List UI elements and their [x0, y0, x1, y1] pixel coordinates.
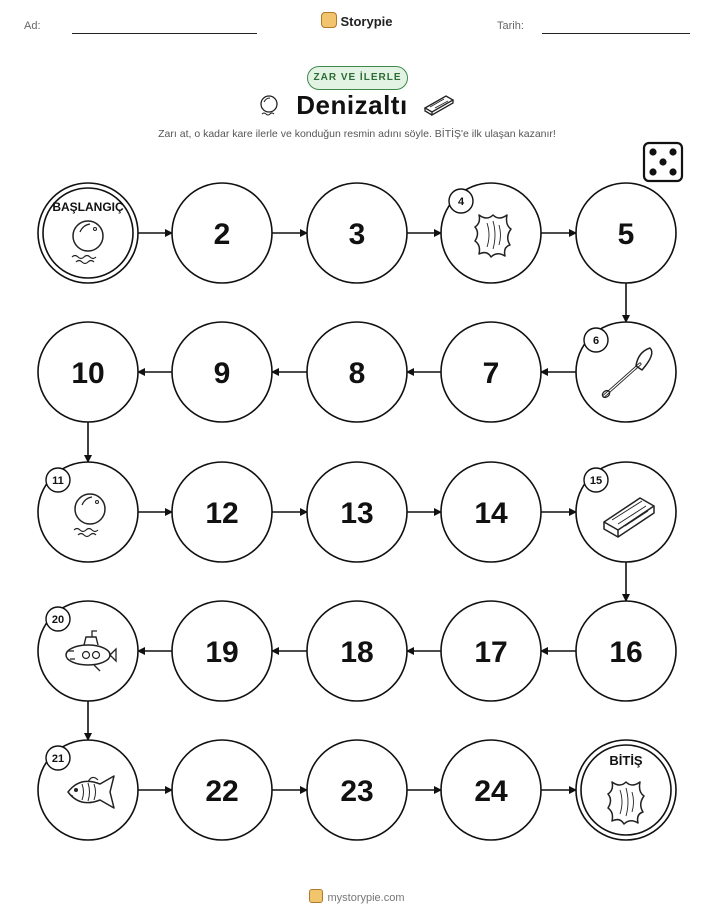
space-number: 13	[340, 497, 374, 530]
space-number: 14	[474, 497, 508, 530]
board-space[interactable]	[307, 322, 407, 422]
start-space[interactable]	[38, 183, 138, 283]
instructions: Zarı at, o kadar kare ilerle ve konduğun resmin adını söyle. BİTİŞ'e ilk ulaşan kazanır!	[158, 128, 556, 140]
space-number: 15	[589, 475, 603, 487]
board-space[interactable]	[172, 322, 272, 422]
space-number: 23	[340, 775, 374, 808]
dice-pip	[649, 148, 656, 155]
board-space[interactable]	[38, 601, 138, 701]
board-space[interactable]	[441, 183, 541, 283]
game-type-badge: ZAR VE İLERLE	[307, 66, 408, 90]
space-number: 6	[592, 335, 600, 347]
space-number: 9	[213, 357, 231, 390]
space-number: 2	[213, 218, 231, 251]
board-space[interactable]	[307, 601, 407, 701]
board-space[interactable]	[441, 462, 541, 562]
board-space[interactable]	[172, 183, 272, 283]
space-number: 10	[71, 357, 105, 390]
board-space[interactable]	[576, 462, 676, 562]
space-number: 18	[340, 636, 374, 669]
space-number: 24	[474, 775, 508, 808]
dice-pip	[659, 158, 666, 165]
dice-icon	[644, 143, 682, 181]
finish-space[interactable]	[576, 740, 676, 840]
name-label: Ad:	[24, 20, 41, 32]
space-number: 5	[617, 218, 635, 251]
board-space[interactable]	[38, 740, 138, 840]
space-number: 11	[52, 475, 64, 487]
space-number: 3	[348, 218, 366, 251]
footer	[0, 889, 714, 904]
board-space[interactable]	[441, 322, 541, 422]
board-space[interactable]	[307, 462, 407, 562]
board-space[interactable]	[576, 183, 676, 283]
board-space[interactable]	[38, 322, 138, 422]
finish-label: BİTİŞ	[609, 753, 643, 768]
board-space[interactable]	[38, 462, 138, 562]
date-label: Tarih:	[497, 20, 524, 32]
board-space[interactable]	[576, 322, 676, 422]
space-number: 22	[205, 775, 239, 808]
board-space[interactable]	[172, 601, 272, 701]
space-number: 17	[474, 636, 508, 669]
dice-pip	[649, 168, 656, 175]
storypie-logo-icon	[309, 889, 323, 903]
space-number: 20	[51, 614, 65, 626]
board-space[interactable]	[307, 183, 407, 283]
brand-name: Storypie	[340, 14, 393, 29]
dice-pip	[669, 148, 676, 155]
footer-url: mystorypie.com	[327, 892, 405, 904]
space-number: 8	[348, 357, 366, 390]
space-number: 7	[482, 357, 500, 390]
dice-pip	[669, 168, 676, 175]
space-number: 19	[205, 636, 239, 669]
board-space[interactable]	[172, 462, 272, 562]
space-number: 4	[457, 196, 465, 208]
board-space[interactable]	[441, 740, 541, 840]
board-space[interactable]	[576, 601, 676, 701]
board-space[interactable]	[172, 740, 272, 840]
title-text: Denizaltı	[296, 90, 408, 120]
space-number: 12	[205, 497, 239, 530]
space-number: 16	[609, 636, 643, 669]
space-number: 21	[51, 753, 65, 765]
start-label: BAŞLANGIÇ	[52, 200, 124, 214]
board-space[interactable]	[441, 601, 541, 701]
board-space[interactable]	[307, 740, 407, 840]
